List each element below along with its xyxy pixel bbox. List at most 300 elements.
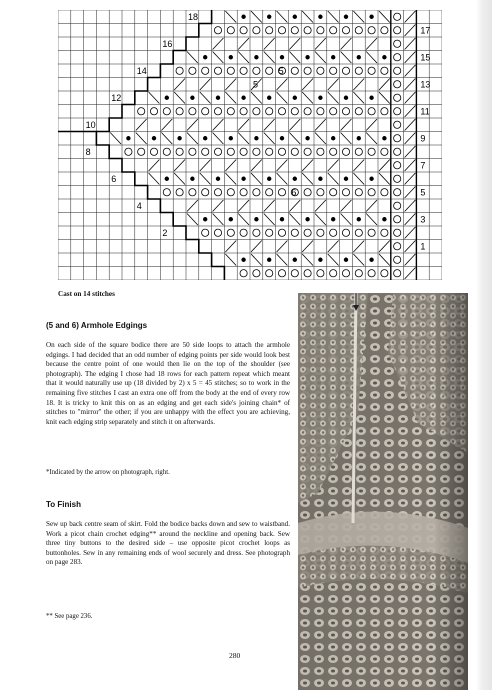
decrease-backslash [379,254,390,266]
yarn-over-circle [394,81,401,88]
decrease-slash [264,38,275,50]
decrease-slash [405,214,416,226]
decrease-backslash [277,11,288,23]
yarn-over-circle [240,67,247,74]
decrease-backslash [379,173,390,185]
knit-dot [280,55,284,59]
yarn-over-circle [227,189,234,196]
decrease-slash [405,187,416,199]
decrease-slash [405,173,416,185]
yarn-over-circle [394,67,401,74]
yarn-over-circle [394,243,401,250]
to-finish-paragraph: Sew up back centre seam of skirt. Fold the bodice backs down and sew to waistband. Work a picot chain crochet edging** around the neckline and opening back. Sew three tiny buttons to the desired side – use opposite picot crochet loops as buttonholes. Sew in any remaining ends of wool securely and dress. See photograph on page 283. [46,520,290,567]
yarn-over-circle [394,256,401,263]
knit-dot [254,217,258,221]
decrease-slash [405,11,416,23]
yarn-over-circle [368,27,375,34]
yarn-over-circle [176,189,183,196]
decrease-backslash [277,254,288,266]
decrease-slash [187,200,198,212]
decrease-backslash [353,92,364,104]
yarn-over-circle [394,162,401,169]
decrease-backslash [315,214,326,226]
yarn-over-circle [317,229,324,236]
knit-dot [241,96,245,100]
decrease-slash [302,241,313,253]
decrease-backslash [213,133,224,145]
decrease-backslash [213,214,224,226]
knit-dot [241,177,245,181]
yarn-over-circle [214,27,221,34]
yarn-over-circle [214,67,221,74]
yarn-over-circle [394,108,401,115]
decrease-slash [264,200,275,212]
knit-dot [229,55,233,59]
decrease-backslash [110,133,121,145]
row-label-right: 5 [420,187,426,198]
row-label-left: 4 [136,201,142,212]
yarn-over-circle [394,27,401,34]
yarn-over-circle [368,229,375,236]
knit-dot [190,177,194,181]
decrease-backslash [366,214,377,226]
decrease-backslash [238,133,249,145]
lace-photo-drawing [298,293,468,690]
yarn-over-circle [317,270,324,277]
yarn-over-circle [266,27,273,34]
yarn-over-circle [176,108,183,115]
decrease-slash [277,160,288,172]
decrease-slash [379,79,390,91]
yarn-over-circle [176,67,183,74]
decrease-slash [405,92,416,104]
decrease-slash [405,268,416,280]
knit-dot [318,96,322,100]
knit-dot [331,55,335,59]
yarn-over-circle [368,189,375,196]
yarn-over-circle [202,229,209,236]
decrease-slash [366,200,377,212]
decrease-backslash [302,173,313,185]
decrease-backslash [277,173,288,185]
yarn-over-circle [304,108,311,115]
knit-dot [293,258,297,262]
yarn-over-circle [150,148,157,155]
row-label-right: 11 [420,106,430,117]
yarn-over-circle [342,270,349,277]
yarn-over-circle [342,148,349,155]
yarn-over-circle [278,229,285,236]
decrease-slash [213,119,224,131]
knit-dot [305,55,309,59]
decrease-backslash [187,133,198,145]
knit-dot [177,136,181,140]
yarn-over-circle [368,270,375,277]
yarn-over-circle [355,27,362,34]
yarn-over-circle [150,108,157,115]
decrease-backslash [225,11,236,23]
yarn-over-circle [304,270,311,277]
decrease-backslash [341,214,352,226]
knit-dot [203,217,207,221]
decrease-slash [174,160,185,172]
yarn-over-circle [278,270,285,277]
yarn-over-circle [317,67,324,74]
decrease-slash [353,79,364,91]
yarn-over-circle [189,189,196,196]
decrease-slash [251,241,262,253]
yarn-over-circle [355,229,362,236]
knit-dot [165,177,169,181]
decrease-slash [161,119,172,131]
yarn-over-circle [266,189,273,196]
decrease-backslash [149,173,160,185]
yarn-over-circle [394,216,401,223]
decrease-backslash [302,92,313,104]
yarn-over-circle [304,27,311,34]
decrease-slash [200,79,211,91]
decrease-slash [277,241,288,253]
decrease-slash [277,79,288,91]
knit-dot [203,136,207,140]
decrease-slash [264,119,275,131]
yarn-over-circle [253,108,260,115]
row-label-right: 1 [420,241,426,252]
decrease-backslash [353,254,364,266]
decrease-backslash [174,173,185,185]
yarn-over-circle [266,270,273,277]
knit-dot [229,217,233,221]
decrease-slash [251,160,262,172]
decrease-backslash [136,133,147,145]
knit-dot [280,136,284,140]
yarn-over-circle [304,189,311,196]
decrease-slash [341,38,352,50]
yarn-over-circle [266,67,273,74]
yarn-over-circle [381,148,388,155]
knit-dot [267,15,271,19]
yarn-over-circle [240,189,247,196]
decrease-backslash [264,52,275,64]
knit-dot [203,55,207,59]
yarn-over-circle [317,148,324,155]
yarn-over-circle [253,270,260,277]
decrease-slash [225,160,236,172]
yarn-over-circle [342,229,349,236]
yarn-over-circle [227,27,234,34]
yarn-over-circle [381,189,388,196]
knit-dot [369,96,373,100]
decrease-slash [328,160,339,172]
yarn-over-circle [163,189,170,196]
armhole-edgings-paragraph: On each side of the square bodice there are 50 side loops to attach the armhole edgings. I had decided that an odd number of edging points per side would look best because the centre point of one would then lie on the top of the shoulder (see photograph). The edging I chose had 18 rows for each pattern repeat which meant that it would naturally use up (18 divided by 2) x 5 = 45 stitches; so to work in the remaining five stitches I cast an extra one off from the body at the end of every row 18. It is tricky to knit this on as an edging and get each side's joining chain* of stitches to "mirror" the other; if you are unhappy with the effect you are achieving, knit each edging strip separately and stitch it on afterwards. [46,341,290,426]
decrease-slash [366,38,377,50]
decrease-backslash [187,214,198,226]
chart-inner-label: 5 [253,79,259,90]
yarn-over-circle [317,27,324,34]
knit-dot [190,96,194,100]
yarn-over-circle [394,229,401,236]
knit-dot [318,258,322,262]
knit-dot [369,15,373,19]
decrease-slash [302,79,313,91]
row-label-left: 10 [85,120,96,131]
yarn-over-circle [189,148,196,155]
chart-grid [58,10,442,280]
row-label-left: 2 [162,228,168,239]
row-label-right: 7 [420,160,426,171]
yarn-over-circle [330,67,337,74]
yarn-over-circle [240,148,247,155]
yarn-over-circle [278,108,285,115]
decrease-backslash [328,11,339,23]
decrease-backslash [225,92,236,104]
yarn-over-circle [342,189,349,196]
yarn-over-circle [381,27,388,34]
decrease-slash [405,119,416,131]
knit-dot [152,136,156,140]
yarn-over-circle [342,27,349,34]
yarn-over-circle [317,108,324,115]
yarn-over-circle [214,229,221,236]
decrease-slash [379,241,390,253]
yarn-over-circle [266,229,273,236]
decrease-slash [405,38,416,50]
decrease-slash [405,146,416,158]
decrease-backslash [341,133,352,145]
yarn-over-circle [381,67,388,74]
yarn-over-circle [163,148,170,155]
decrease-slash [328,79,339,91]
row-label-right: 15 [420,52,431,63]
knit-dot [357,55,361,59]
cast-on-caption: Cast on 14 stitches [58,290,115,298]
decrease-backslash [238,52,249,64]
decrease-backslash [251,254,262,266]
decrease-slash [213,38,224,50]
decrease-slash [225,241,236,253]
yarn-over-circle [227,229,234,236]
knit-dot [357,217,361,221]
decrease-slash [174,79,185,91]
yarn-over-circle [266,148,273,155]
yarn-over-circle [291,27,298,34]
yarn-over-circle [253,148,260,155]
yarn-over-circle [278,148,285,155]
row-label-right: 13 [420,79,431,90]
footnote: ** See page 236. [46,613,93,620]
decrease-backslash [187,52,198,64]
knit-dot [165,96,169,100]
yarn-over-circle [163,108,170,115]
knit-dot [382,136,386,140]
decrease-slash [405,254,416,266]
knitting-chart [58,10,442,280]
knit-dot [369,177,373,181]
decrease-backslash [264,133,275,145]
yarn-over-circle [394,148,401,155]
knit-dot [216,96,220,100]
knit-dot [331,136,335,140]
yarn-over-circle [304,67,311,74]
yarn-over-circle [291,108,298,115]
decrease-backslash [277,92,288,104]
page-edge-shadow [476,0,492,690]
knit-dot [318,15,322,19]
decrease-slash [289,200,300,212]
knit-dot [382,217,386,221]
page-number: 280 [229,651,241,660]
decrease-backslash [328,254,339,266]
decrease-slash [136,119,147,131]
decrease-slash [315,119,326,131]
knit-dot [293,96,297,100]
decrease-slash [379,160,390,172]
yarn-over-circle [394,121,401,128]
decrease-slash [289,119,300,131]
yarn-over-circle [138,148,145,155]
knit-dot [344,258,348,262]
yarn-over-circle [214,148,221,155]
yarn-over-circle [291,148,298,155]
decrease-slash [315,38,326,50]
row-label-right: 9 [420,133,426,144]
knitted-lace-photograph [298,293,468,690]
yarn-over-circle [291,229,298,236]
decrease-slash [341,119,352,131]
yarn-over-circle [202,108,209,115]
decrease-backslash [353,173,364,185]
chart-inner-label: 5 [278,66,284,77]
yarn-over-circle [368,67,375,74]
yarn-over-circle [330,189,337,196]
decrease-slash [328,241,339,253]
decrease-backslash [225,173,236,185]
knit-dot [344,177,348,181]
decrease-backslash [200,173,211,185]
yarn-over-circle [278,27,285,34]
yarn-over-circle [342,108,349,115]
knit-dot [241,15,245,19]
decrease-backslash [200,92,211,104]
decrease-backslash [379,11,390,23]
yarn-over-circle [355,108,362,115]
decrease-backslash [315,52,326,64]
yarn-over-circle [394,13,401,20]
decrease-backslash [225,254,236,266]
yarn-over-circle [368,108,375,115]
knit-dot [382,55,386,59]
yarn-over-circle [330,148,337,155]
knit-dot [254,55,258,59]
decrease-slash [353,160,364,172]
decrease-backslash [161,133,172,145]
yarn-over-circle [202,189,209,196]
decrease-backslash [328,173,339,185]
decrease-backslash [238,214,249,226]
yarn-over-circle [342,67,349,74]
decrease-slash [353,241,364,253]
decrease-backslash [366,52,377,64]
yarn-over-circle [394,40,401,47]
yarn-over-circle [330,270,337,277]
knit-dot [126,136,130,140]
decrease-slash [149,160,160,172]
decrease-backslash [251,173,262,185]
decrease-slash [405,200,416,212]
knit-dot [267,177,271,181]
yarn-over-circle [214,189,221,196]
yarn-over-circle [304,148,311,155]
yarn-over-circle [266,108,273,115]
yarn-over-circle [355,67,362,74]
decrease-slash [405,25,416,37]
knit-dot [344,15,348,19]
knit-dot [357,136,361,140]
decrease-backslash [328,92,339,104]
decrease-slash [225,79,236,91]
decrease-backslash [302,11,313,23]
yarn-over-circle [240,270,247,277]
decrease-backslash [315,133,326,145]
yarn-over-circle [381,108,388,115]
decrease-backslash [289,214,300,226]
row-label-left: 12 [111,93,122,104]
yarn-over-circle [394,94,401,101]
yarn-over-circle [394,202,401,209]
decrease-backslash [174,92,185,104]
knit-dot [241,258,245,262]
knit-dot [344,96,348,100]
yarn-over-circle [189,67,196,74]
decrease-backslash [213,52,224,64]
decrease-slash [405,241,416,253]
decrease-slash [302,160,313,172]
yarn-over-circle [214,108,221,115]
knit-dot [293,177,297,181]
decrease-backslash [251,11,262,23]
decrease-slash [187,119,198,131]
decrease-slash [213,200,224,212]
row-label-right: 17 [420,25,431,36]
decrease-backslash [289,133,300,145]
decrease-backslash [379,92,390,104]
yarn-over-circle [253,67,260,74]
knit-dot [216,177,220,181]
knit-dot [267,258,271,262]
decrease-backslash [341,52,352,64]
yarn-over-circle [202,67,209,74]
yarn-over-circle [253,27,260,34]
knit-dot [293,15,297,19]
yarn-over-circle [381,229,388,236]
yarn-over-circle [381,270,388,277]
decrease-slash [405,160,416,172]
yarn-over-circle [253,189,260,196]
yarn-over-circle [394,175,401,182]
yarn-over-circle [240,27,247,34]
row-label-left: 18 [188,12,199,23]
knit-dot [318,177,322,181]
yarn-over-circle [202,148,209,155]
yarn-over-circle [317,189,324,196]
decrease-slash [405,106,416,118]
row-label-left: 16 [162,39,173,50]
yarn-over-circle [394,54,401,61]
chart-inner-label: 6 [291,187,297,198]
decrease-backslash [149,92,160,104]
decrease-slash [366,119,377,131]
